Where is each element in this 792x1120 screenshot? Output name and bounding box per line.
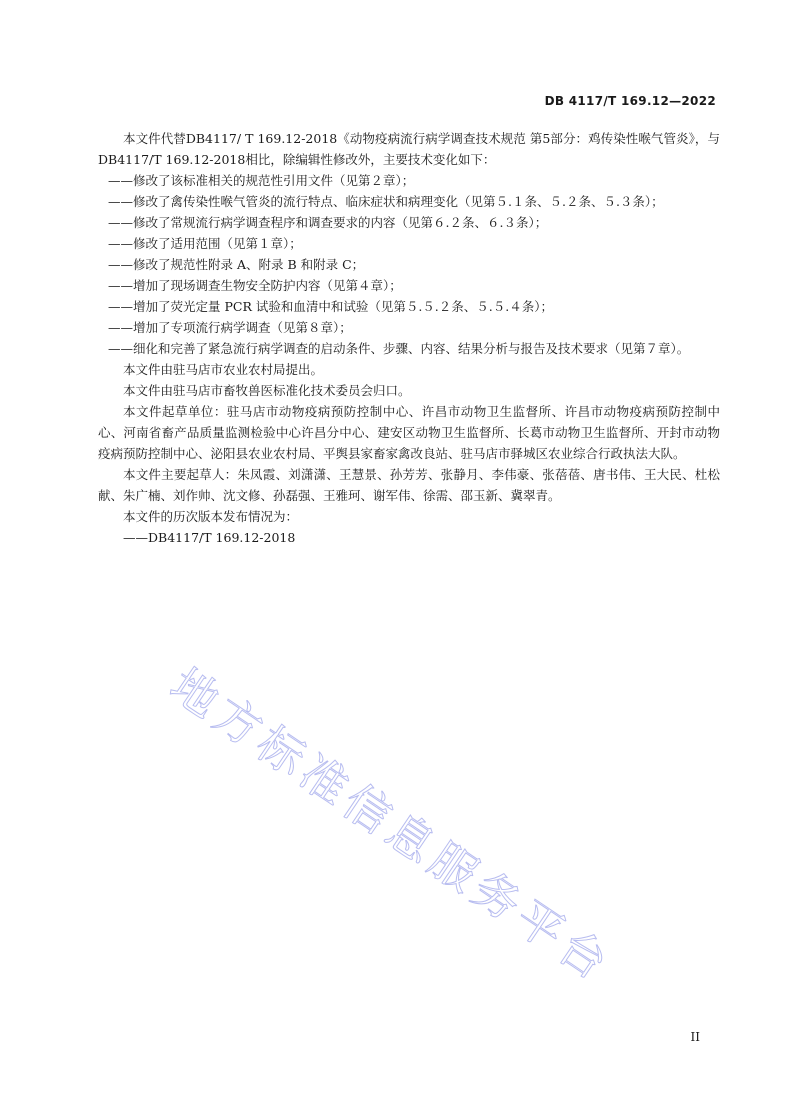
watermark: 地方标准信息服务平台 [160,657,623,994]
change-item: ——修改了适用范围（见第１章）； [108,236,302,251]
drafting-units-paragraph: 本文件起草单位：驻马店市动物疫病预防控制中心、许昌市动物卫生监督所、许昌市动物疫病预防控制中心、河南省畜产品质量监测检验中心许昌分中心、建安区动物卫生监督所、长葛市动物卫生监督所、开封市动物疫病预防控制中心、泌阳县农业农村局、平舆县家畜家禽改良站、驻马店市驿城区农业综合行政执法大队。 [98,404,720,461]
change-item: ——细化和完善了紧急流行病学调查的启动条件、步骤、内容、结果分析与报告及技术要求（见第７章）。 [108,341,690,356]
change-item: ——修改了该标准相关的规范性引用文件（见第２章）； [108,173,415,188]
history-intro-paragraph: 本文件的历次版本发布情况为： [123,509,299,524]
centralized-by-paragraph: 本文件由驻马店市畜牧兽医标准化技术委员会归口。 [123,383,411,398]
change-item: ——增加了专项流行病学调查（见第８章）； [108,320,352,335]
history-list [98,527,720,548]
page-number: II [690,1030,700,1044]
standard-code: DB 4117/T 169.12—2022 [544,94,716,108]
proposed-by-paragraph: 本文件由驻马店市农业农村局提出。 [123,362,324,377]
change-item: ——增加了荧光定量 PCR 试验和血清中和试验（见第５.５.２条、５.５.４条）； [108,299,553,314]
change-item: ——修改了规范性附录 A、附录 B 和附录 C； [108,257,365,272]
foreword-body [98,128,720,548]
change-item: ——增加了现场调查生物安全防护内容（见第４章）； [108,278,402,293]
history-item: ——DB4117/T 169.12-2018 [123,530,296,545]
change-item: ——修改了禽传染性喉气管炎的流行特点、临床症状和病理变化（见第５.１条、５.２条、５.３条）； [108,194,664,209]
technical-changes-list [98,170,720,359]
drafters-paragraph: 本文件主要起草人：朱凤霞、刘潇潇、王慧景、孙芳芳、张静月、李伟豪、张蓓蓓、唐书伟、王大民、杜松献、朱广楠、刘作帅、沈文修、孙磊强、王雅珂、谢军伟、徐需、邵玉新、冀翠青。 [98,467,720,503]
replaces-paragraph: 本文件代替DB4117/ T 169.12-2018《动物疫病流行病学调查技术规范 第5部分：鸡传染性喉气管炎》，与DB4117/T 169.12-2018相比，除编辑性修改外，主要技术变化如下： [98,131,720,167]
change-item: ——修改了常规流行病学调查程序和调查要求的内容（见第６.２条、６.３条）； [108,215,548,230]
